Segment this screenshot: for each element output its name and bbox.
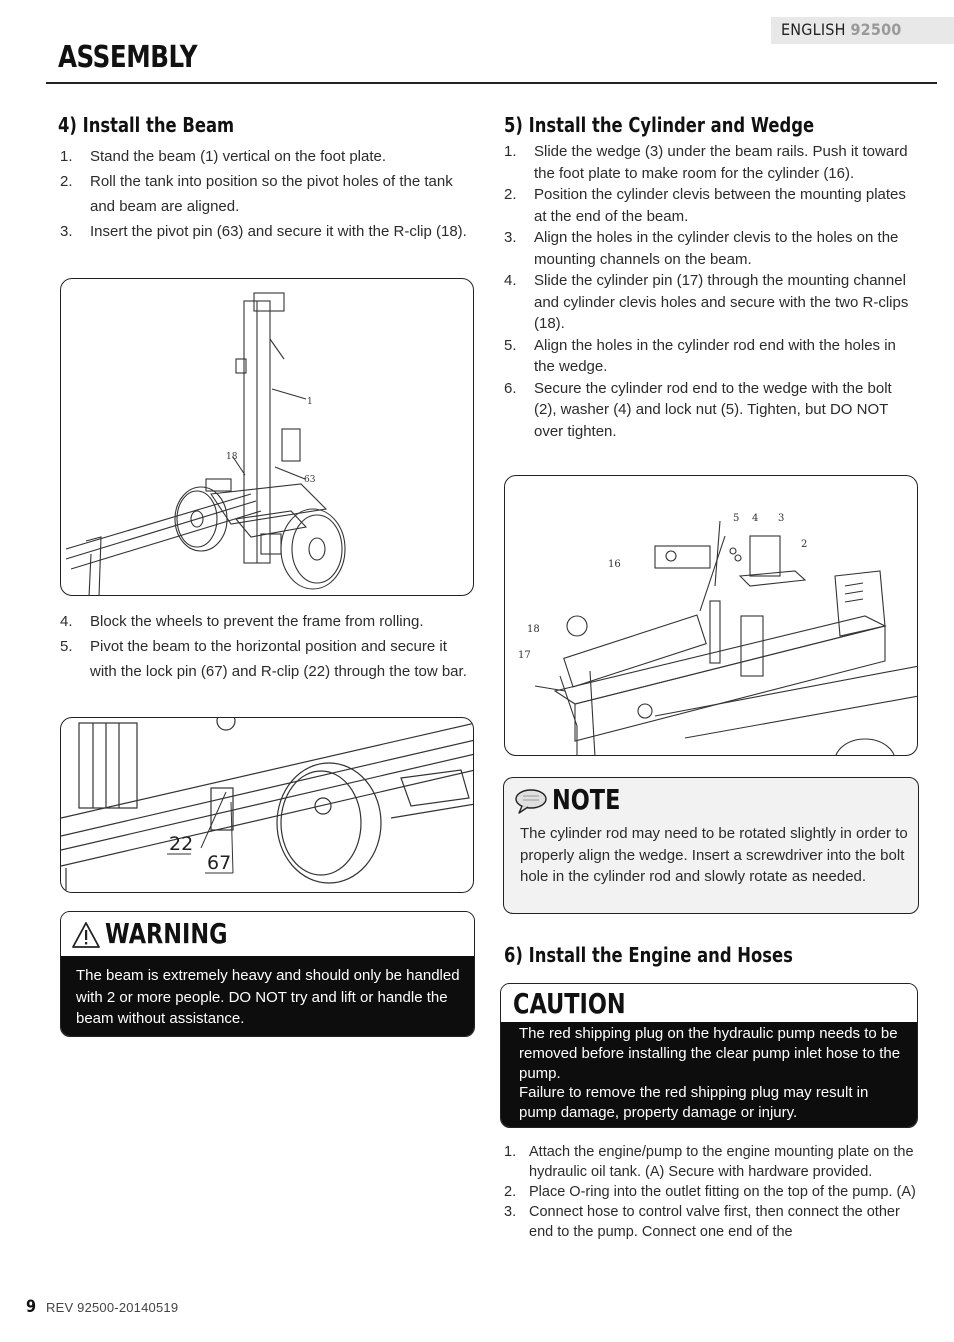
note-text: The cylinder rod may need to be rotated slightly in order to properly align the wedge. Insert a screwdriver into the bolt hole in the cylinder rod and slowly rotate as needed. <box>520 825 908 885</box>
list-item: 5. Align the holes in the cylinder rod end with the holes in the wedge. <box>504 336 896 375</box>
revision-code: REV 92500-20140519 <box>46 1300 179 1315</box>
callout-63: 63 <box>304 475 316 485</box>
list-item: 1. Attach the engine/pump to the engine mounting plate on the hydraulic oil tank. (A) Secure with hardware provided. <box>504 1144 914 1180</box>
callout-2: 2 <box>801 539 808 550</box>
list-item: 1. Stand the beam (1) vertical on the foot plate. <box>60 148 387 165</box>
list-item: 4. Slide the cylinder pin (17) through the mounting channel and cylinder clevis holes and secure with the two R-clips (18). <box>504 272 909 332</box>
warning-header <box>61 912 474 956</box>
list-item: 3. Align the holes in the cylinder clevis to the holes on the mounting channels on the beam. <box>504 229 899 268</box>
cylinder-wedge-illustration <box>505 476 918 756</box>
beam-horizontal-illustration <box>61 718 474 893</box>
figure-install-beam-vertical <box>60 278 474 596</box>
caution-title: CAUTION <box>513 987 626 1020</box>
section-4-heading: 4) Install the Beam <box>58 113 235 137</box>
list-item: 2. Place O-ring into the outlet fitting on the top of the pump. (A) <box>504 1184 916 1200</box>
warning-text: The beam is extremely heavy and should only be handled with 2 or more people. DO NOT try and lift or handle the beam without assistance. <box>61 956 474 1037</box>
title-rule <box>46 82 937 84</box>
list-item: 1. Slide the wedge (3) under the beam rails. Push it toward the foot plate to make room for the cylinder (16). <box>504 143 908 182</box>
warning-triangle-icon <box>71 921 101 949</box>
callout-4: 4 <box>752 513 759 524</box>
callout-18: 18 <box>226 452 238 462</box>
callout-22: 22 <box>169 833 194 855</box>
note-box <box>503 777 919 914</box>
list-item: 4. Block the wheels to prevent the frame from rolling. <box>60 613 424 630</box>
figure-cylinder-wedge <box>504 475 918 756</box>
figure-pivot-beam-horizontal <box>60 717 474 893</box>
caution-line-1: The red shipping plug on the hydraulic pump needs to be removed before installing the clear pump inlet hose to the pump. <box>519 1025 901 1082</box>
model-number: 92500 <box>850 20 902 39</box>
language-tag <box>771 17 954 44</box>
callout-16: 16 <box>608 559 621 570</box>
language-label: ENGLISH <box>781 20 846 39</box>
list-item: 6. Secure the cylinder rod end to the wedge with the bolt (2), washer (4) and lock nut (5). Tighten, but DO NOT over tighten. <box>504 379 892 440</box>
caution-line-2: Failure to remove the red shipping plug may result in pump damage, property damage or injury. <box>519 1084 869 1122</box>
speech-bubble-icon <box>514 788 548 814</box>
callout-67: 67 <box>207 852 232 874</box>
page-title: ASSEMBLY <box>58 40 198 75</box>
callout-3: 3 <box>778 513 785 524</box>
section-4-steps-a <box>60 144 470 244</box>
warning-box <box>60 911 475 1037</box>
section-6-steps <box>504 1142 924 1242</box>
section-6-heading: 6) Install the Engine and Hoses <box>504 943 793 967</box>
section-5-heading: 5) Install the Cylinder and Wedge <box>504 113 815 137</box>
list-item: 3. Connect hose to control valve first, then connect the other end to the pump. Connect one end of the <box>504 1204 900 1240</box>
warning-title: WARNING <box>105 917 228 950</box>
section-4-steps-b <box>60 609 472 684</box>
list-item: 2. Position the cylinder clevis between the mounting plates at the end of the beam. <box>504 186 906 225</box>
section-5-steps <box>504 141 914 442</box>
list-item: 5. Pivot the beam to the horizontal position and secure it with the lock pin (67) and R-clip (22) through the tow bar. <box>60 638 467 680</box>
beam-vertical-illustration <box>61 279 474 596</box>
caution-box <box>500 983 918 1128</box>
callout-5: 5 <box>733 513 740 524</box>
page-number: 9 <box>26 1297 37 1317</box>
callout-1: 1 <box>307 397 313 407</box>
callout-17: 17 <box>518 650 531 661</box>
caution-header <box>501 984 917 1022</box>
list-item: 3. Insert the pivot pin (63) and secure it with the R-clip (18). <box>60 223 467 240</box>
callout-18: 18 <box>527 624 540 635</box>
list-item: 2. Roll the tank into position so the pivot holes of the tank and beam are aligned. <box>60 173 453 215</box>
caution-text <box>501 1022 917 1128</box>
note-title: NOTE <box>552 783 621 816</box>
